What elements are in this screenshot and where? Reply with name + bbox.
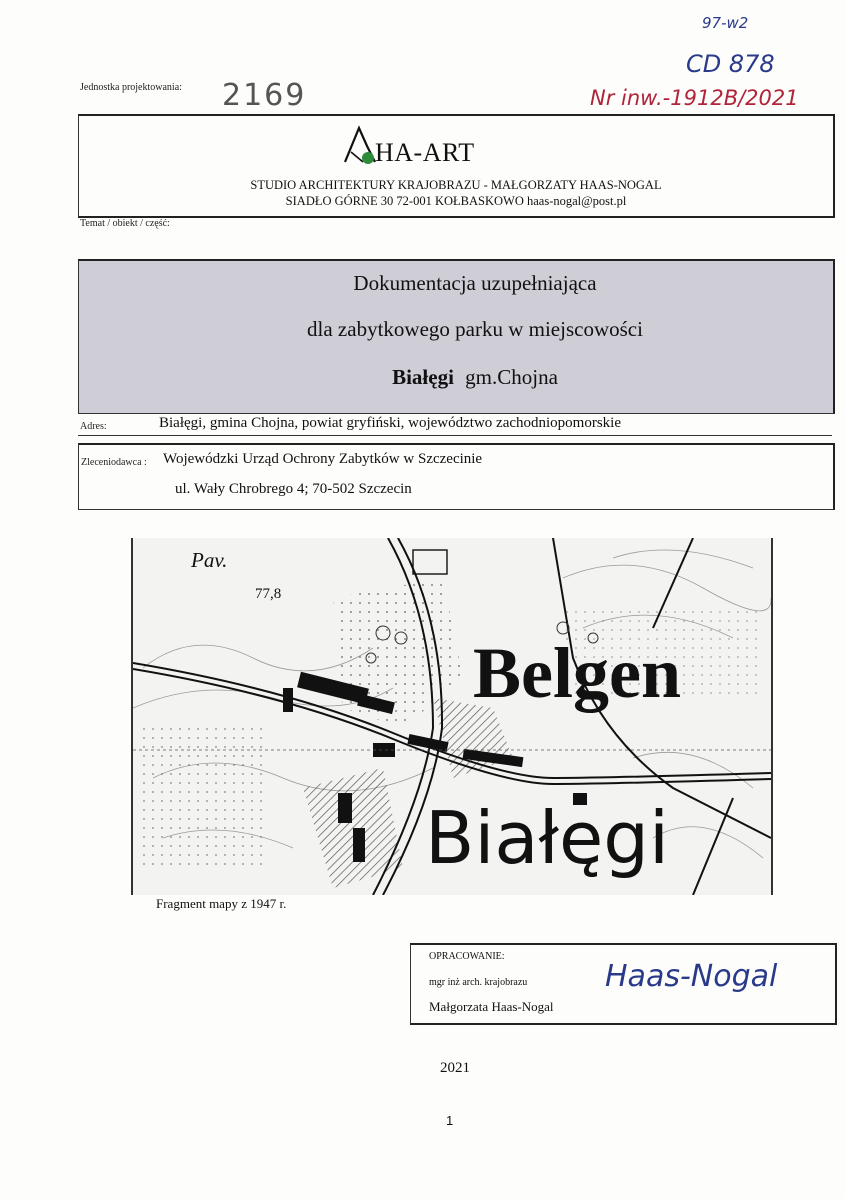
topic-place bbox=[79, 365, 845, 390]
place-name: Białęgi bbox=[392, 365, 454, 389]
header-box bbox=[78, 114, 835, 218]
signature: Haas-Nogal bbox=[605, 959, 778, 994]
historic-map bbox=[131, 538, 773, 895]
studio-name: STUDIO ARCHITEKTURY KRAJOBRAZU - MAŁGORZATY HAAS-NOGAL bbox=[250, 178, 662, 192]
place-municipality: gm.Chojna bbox=[465, 365, 558, 389]
handwritten-cd-number: CD 878 bbox=[686, 50, 775, 78]
map-label-pav: Pav. bbox=[191, 548, 228, 572]
client-line-1: Wojewódzki Urząd Ochrony Zabytków w Szczecinie bbox=[163, 451, 483, 467]
map-label-belgen: Belgen bbox=[473, 633, 681, 713]
handwritten-note-top: 97-w2 bbox=[702, 14, 749, 32]
address-label: Adres: bbox=[80, 421, 107, 432]
map-label-elevation: 77,8 bbox=[255, 586, 282, 602]
prepared-title: mgr inż arch. krajobrazu bbox=[429, 977, 528, 988]
topic-line-2: dla zabytkowego parku w miejscowości bbox=[307, 317, 643, 341]
topic-label: Temat / obiekt / część: bbox=[80, 218, 170, 229]
prepared-name: Małgorzata Haas-Nogal bbox=[429, 999, 554, 1014]
client-line-2: ul. Wały Chrobrego 4; 70-502 Szczecin bbox=[175, 481, 412, 497]
prepared-label: OPRACOWANIE: bbox=[429, 951, 505, 962]
page-number: 1 bbox=[446, 1113, 454, 1128]
document-year: 2021 bbox=[440, 1060, 470, 1076]
studio-address: SIADŁO GÓRNE 30 72-001 KOŁBASKOWO haas-nogal@post.pl bbox=[285, 194, 627, 208]
topic-panel bbox=[78, 259, 835, 414]
topic-line-1: Dokumentacja uzupełniająca bbox=[353, 271, 597, 295]
logo-name: HA-ART bbox=[375, 138, 475, 167]
handwritten-inventory-number: Nr inw.-1912B/2021 bbox=[590, 86, 799, 110]
unit-label: Jednostka projektowania: bbox=[80, 82, 182, 93]
prepared-box bbox=[410, 943, 837, 1025]
client-label: Zleceniodawca : bbox=[81, 457, 147, 468]
handwritten-project-number: 2169 bbox=[222, 78, 307, 113]
map-caption: Fragment mapy z 1947 r. bbox=[156, 896, 287, 911]
address-row bbox=[78, 413, 832, 436]
address-value: Białęgi, gmina Chojna, powiat gryfiński, województwo zachodniopomorskie bbox=[159, 415, 621, 431]
client-box bbox=[78, 443, 835, 510]
map-label-bialegi: Białęgi bbox=[425, 796, 669, 880]
